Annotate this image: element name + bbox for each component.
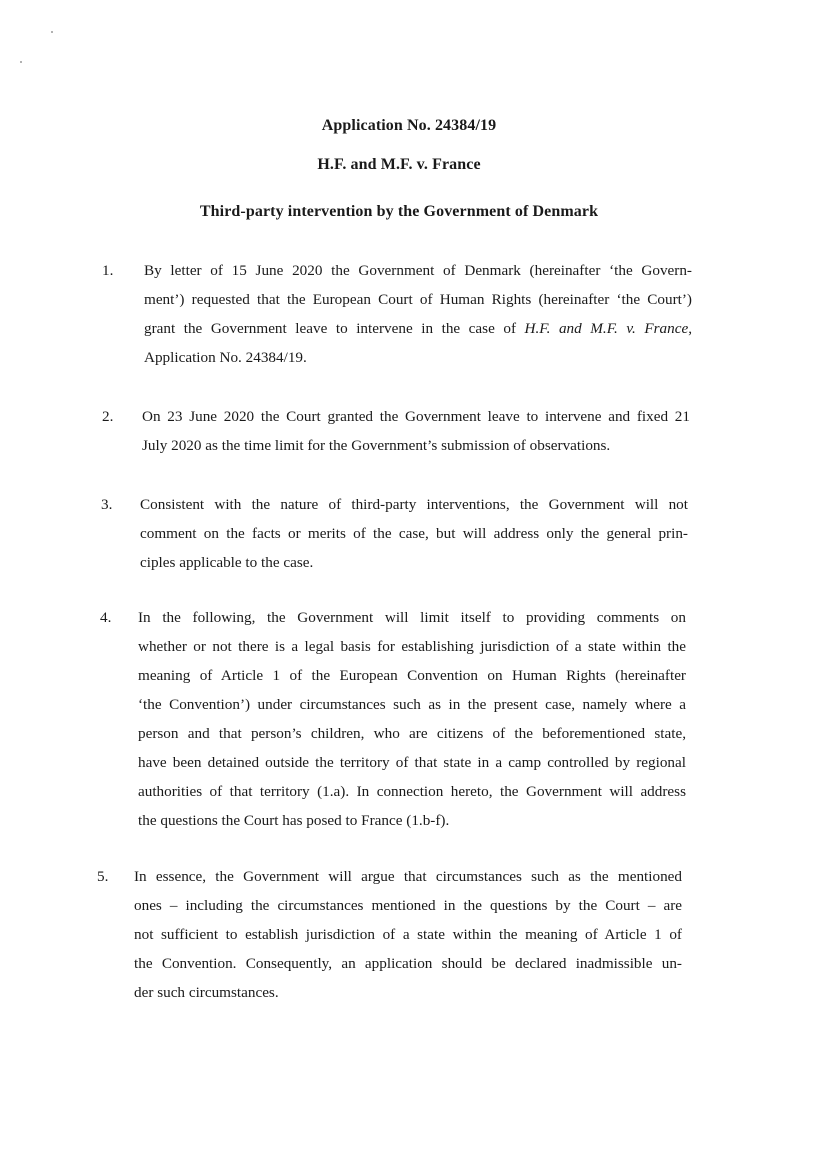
application-number: Application No. 24384/19 [321, 117, 497, 134]
paragraph-text [142, 402, 690, 460]
paragraph-line: By letter of 15 June 2020 the Government of Denmark (hereinafter ‘the Govern- [144, 262, 692, 279]
paragraph-line: Application No. 24384/19. [144, 349, 307, 366]
paragraph-line: In essence, the Government will argue that circumstances such as the mentioned [134, 868, 682, 885]
paragraph-line: On 23 June 2020 the Court granted the Government leave to intervene and fixed 21 [142, 408, 690, 425]
paragraph-number: 5. [97, 868, 109, 885]
paragraph-line: authorities of that territory (1.a). In connection hereto, the Government will address [138, 783, 686, 800]
line-text: , [688, 320, 692, 337]
paragraph-line: have been detained outside the territory of that state in a camp controlled by regional [138, 754, 686, 771]
paragraph-line: ones – including the circumstances mentioned in the questions by the Court – are [134, 897, 682, 914]
paragraph-number: 2. [102, 408, 114, 425]
paragraph-text [138, 603, 686, 835]
line-text: grant the Government leave to intervene in the case of [144, 320, 525, 337]
paragraph-line: comment on the facts or merits of the case, but will address only the general prin- [140, 525, 688, 542]
paragraph-number: 1. [102, 262, 114, 279]
paragraph-line: meaning of Article 1 of the European Convention on Human Rights (hereinafter [138, 667, 686, 684]
paragraph-text [144, 256, 692, 372]
paragraph-line: person and that person’s children, who are citizens of the beforementioned state, [138, 725, 686, 742]
paragraph-number: 3. [101, 496, 113, 513]
case-name-italic: H.F. and M.F. v. France [524, 320, 689, 337]
paragraph-line: not sufficient to establish jurisdiction of a state within the meaning of Article 1 of [134, 926, 682, 943]
case-name: H.F. and M.F. v. France [317, 156, 481, 173]
paragraph-line: whether or not there is a legal basis for establishing jurisdiction of a state within the [138, 638, 686, 655]
paragraph-line: ciples applicable to the case. [140, 554, 314, 571]
scan-speck [51, 31, 53, 33]
paragraph-line: ment’) requested that the European Court of Human Rights (hereinafter ‘the Court’) [144, 291, 692, 308]
paragraph-line: der such circumstances. [134, 984, 279, 1001]
document-title: Third-party intervention by the Government of Denmark [199, 203, 599, 220]
paragraph-line: July 2020 as the time limit for the Government’s submission of observations. [142, 437, 611, 454]
paragraph-text [140, 490, 688, 577]
scan-speck [20, 61, 22, 63]
paragraph-line: the questions the Court has posed to France (1.b-f). [138, 812, 450, 829]
paragraph-line: Consistent with the nature of third-party interventions, the Government will not [140, 496, 688, 513]
paragraph-line: In the following, the Government will limit itself to providing comments on [138, 609, 686, 626]
paragraph-text [134, 862, 682, 1007]
paragraph-line [144, 314, 692, 343]
paragraph-number: 4. [100, 609, 112, 626]
paragraph-line: the Convention. Consequently, an application should be declared inadmissible un- [134, 955, 682, 972]
paragraph-line: ‘the Convention’) under circumstances such as in the present case, namely where a [138, 696, 686, 713]
